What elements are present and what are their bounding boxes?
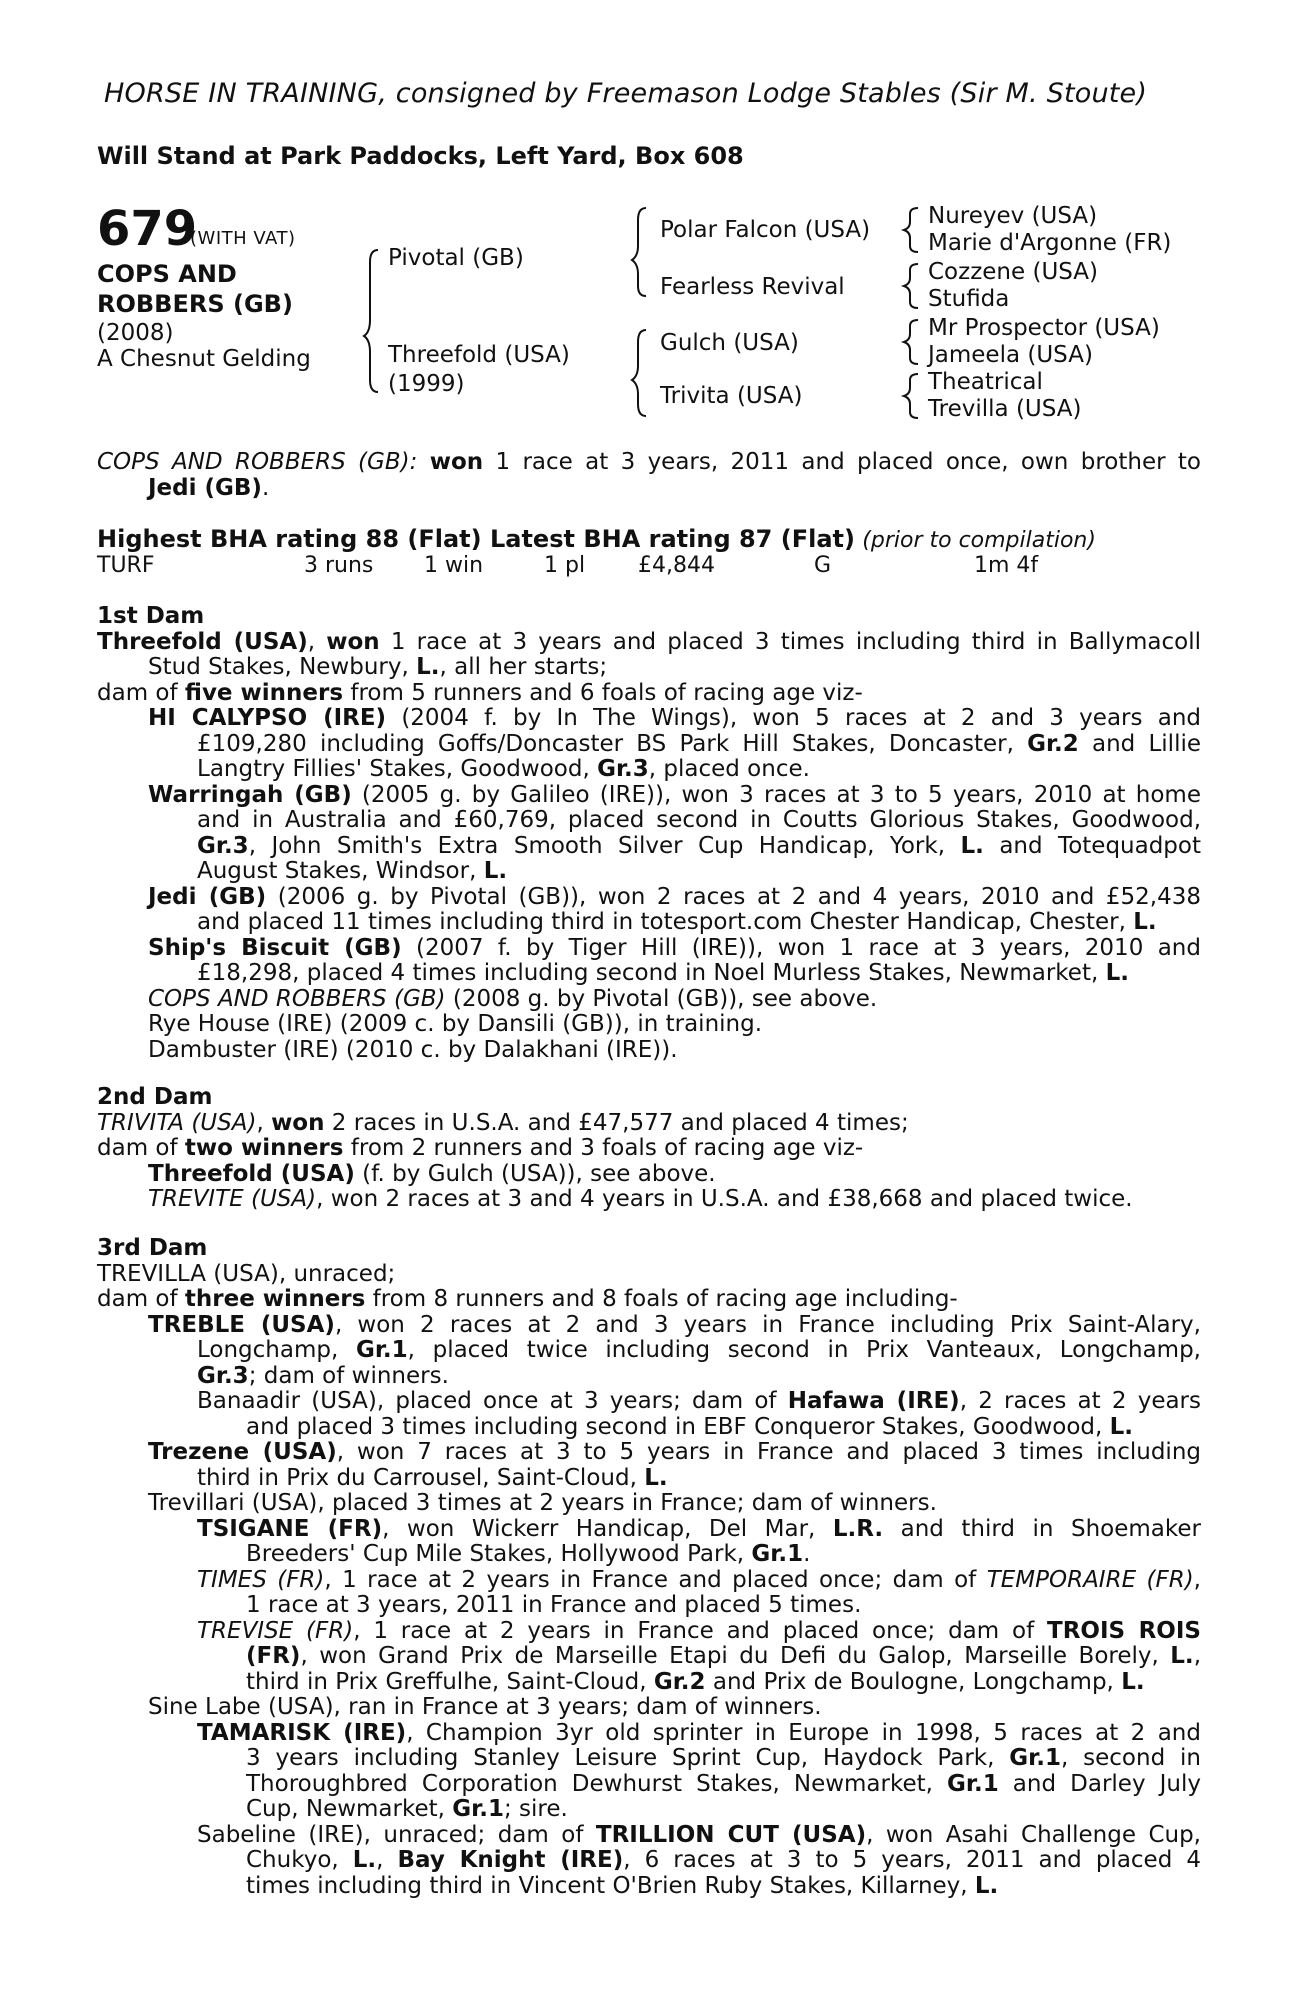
summary-won: won [429,449,484,475]
produce-entry: Trevillari (USA), placed 3 times at 2 years in France; dam of winners. [148,1490,937,1516]
horse-name-line2: ROBBERS (GB) [97,290,293,318]
first-dam-name: Threefold (USA) [97,628,308,655]
record-wins: 1 win [424,553,484,578]
winners-count: two winners [184,1135,344,1161]
record-earnings: £4,844 [638,553,715,578]
sire-sire: Polar Falcon (USA) [660,217,871,243]
produce-text: and in Australia and £60,769, placed second in Coutts Glorious Stakes, Goodwood, [197,807,1201,833]
produce-name: TAMARISK (IRE) [197,1719,407,1746]
group-mark: Gr.3 [197,1362,249,1389]
produce-text: (2006 g. by Pivotal (GB)), won 2 races at 2 and 4 years, 2010 and £52,438 [266,883,1201,910]
group-mark: Gr.1 [452,1796,504,1822]
produce-text: £18,298, placed 4 times including second in Noel Murless Stakes, Newmarket, [197,960,1106,986]
produce-intro: dam of [97,1286,185,1312]
produce-text: Thoroughbred Corporation Dewhurst Stakes, Newmarket, [246,1770,948,1797]
produce-text: and Prix de Boulogne, Longchamp, [705,1668,1122,1695]
produce-text: 1 race at 3 years, 2011 in France and placed 5 times. [246,1592,862,1618]
listed-mark: L. [974,1872,999,1899]
won-label: won [271,1109,325,1136]
produce-name: TRILLION CUT (USA) [595,1821,867,1848]
produce-name: TREBLE (USA) [148,1311,335,1338]
third-dam-name: TREVILLA (USA), unraced; [97,1260,396,1287]
produce-name: TEMPORAIRE (FR) [986,1566,1194,1593]
grandsire-4: Theatrical [928,369,1043,395]
summary-text: 1 race at 3 years, 2011 and placed once, own brother to [483,449,1201,475]
produce-text: , [1193,1566,1201,1593]
page-title: HORSE IN TRAINING, consigned by Freemason Lodge Stables (Sir M. Stoute) [104,78,1148,109]
produce-text: Sabeline (IRE), unraced; dam of [197,1821,596,1848]
summary-colon: : [409,449,418,475]
stand-location: Will Stand at Park Paddocks, Left Yard, Box 608 [97,142,744,170]
produce-text: and Darley July [998,1770,1201,1797]
produce-intro: dam of [97,679,185,706]
grandsire-1: Nureyev (USA) [928,203,1098,229]
produce-intro: dam of [97,1135,185,1161]
produce-text: , won Wickerr Handicap, Del Mar, [382,1515,833,1542]
summary-name: COPS AND ROBBERS (GB) [97,449,410,475]
first-dam-record: 1 race at 3 years and placed 3 times including third in Ballymacoll [379,628,1201,655]
vat-note: (WITH VAT) [190,228,296,249]
produce-text: , 2 races at 2 years [959,1388,1201,1414]
produce-text: (2007 f. by Tiger Hill (IRE)), won 1 race at 3 years, 2010 and [401,934,1201,961]
produce-name: TROIS ROIS [1047,1617,1201,1644]
listed-mark: L. [416,654,440,680]
produce-name: Bay Knight (IRE) [397,1847,624,1873]
produce-text: , 1 race at 2 years in France and placed once; dam of [324,1566,987,1593]
produce-text: third in Prix Greffulhe, Saint-Cloud, [246,1668,654,1695]
third-dam-heading: 3rd Dam [97,1235,208,1261]
produce-name: (FR) [246,1643,301,1669]
produce-text: , won Grand Prix de Marseille Etapi du Defi du Galop, Marseille Borely, [300,1643,1171,1669]
listed-mark: L. [483,858,508,884]
record-going: G [814,553,832,578]
dam-dam: Trivita (USA) [660,383,803,409]
granddam-1: Marie d'Argonne (FR) [928,230,1172,256]
produce-name: TREVITE (USA) [148,1186,317,1212]
produce-text: 3 years including Stanley Leisure Sprint Cup, Haydock Park, [246,1745,1010,1771]
produce-text: and Totequadpot [983,832,1201,859]
second-dam-section: 2nd Dam TRIVITA (USA), won 2 races in U.S.A. and £47,577 and placed 4 times; dam of two winners from 2 runners and 3 foals of racing age viz- Threefold (USA) (f. by Gulch (USA)), see above. TREVITE (USA), won 2 races at 3 and 4 years in U.S.A. and £38,668 and placed twice. [97,1085,1201,1213]
grandsire-2: Cozzene (USA) [928,259,1099,285]
listed-mark: L.R. [832,1515,884,1542]
dam-year: (1999) [388,371,465,397]
produce-name: TREVISE (FR) [197,1617,354,1644]
second-dam-heading: 2nd Dam [97,1084,213,1110]
granddam-4: Trevilla (USA) [928,396,1082,422]
produce-text: and placed 11 times including third in totesport.com Chester Handicap, Chester, [197,909,1134,935]
listed-mark: L. [1105,960,1130,986]
dam-sire: Gulch (USA) [660,330,799,356]
group-mark: Gr.1 [355,1337,408,1363]
produce-text: ; dam of winners. [248,1362,449,1389]
group-mark: Gr.3 [597,756,649,782]
won-label: won [326,628,380,655]
summary-brother: Jedi (GB) [148,474,262,501]
group-mark: Gr.1 [1009,1745,1061,1771]
produce-text: (f. by Gulch (USA)), see above. [354,1160,716,1187]
second-dam-name: TRIVITA (USA) [97,1109,257,1136]
granddam-2: Stufida [928,286,1010,312]
produce-name: COPS AND ROBBERS (GB) [148,985,446,1012]
lot-number: 679 [97,201,198,257]
produce-text: , won 7 races at 3 to 5 years in France and placed 3 times including [336,1439,1202,1465]
produce-entry: Rye House (IRE) (2009 c. by Dansili (GB)), in training. [148,1011,763,1037]
group-mark: Gr.1 [751,1541,804,1567]
produce-text: £109,280 including Goffs/Doncaster BS Park Hill Stakes, Doncaster, [197,730,1028,757]
horse-name-line1: COPS AND [97,260,237,288]
produce-text: , 1 race at 2 years in France and placed once; dam of [353,1617,1047,1644]
produce-text: (2004 f. by In The Wings), won 5 races at 2 and 3 years and [386,705,1201,731]
listed-mark: L. [1121,1668,1145,1695]
produce-text: , placed once. [648,756,810,782]
rating-line [97,527,1201,554]
produce-text: , second in [1060,1745,1201,1771]
produce-text: Banaadir (USA), placed once at 3 years; dam of [197,1388,788,1414]
rating-note: (prior to compilation) [862,528,1096,553]
pedigree-braces [0,0,1314,440]
produce-summary: from 8 runners and 8 foals of racing age including- [365,1286,958,1312]
produce-name: Trezene (USA) [148,1439,337,1465]
produce-text: , won Asahi Challenge Cup, [866,1821,1201,1848]
listed-mark: L. [1133,909,1157,935]
produce-name: Ship's Biscuit (GB) [148,934,402,961]
third-dam-section [97,1236,1201,1899]
produce-text: , 6 races at 3 to 5 years, 2011 and placed 4 [623,1847,1201,1873]
first-dam-record-end: , all her starts; [439,654,608,680]
record-runs: 3 runs [304,553,374,578]
listed-mark: L. [960,832,984,859]
first-dam-heading: 1st Dam [97,603,205,629]
listed-mark: L. [352,1847,377,1873]
produce-text: , [376,1847,398,1873]
produce-text: Breeders' Cup Mile Stakes, Hollywood Park, [246,1541,752,1567]
produce-text: (2008 g. by Pivotal (GB)), see above. [445,985,878,1012]
produce-name: TSIGANE (FR) [197,1515,383,1542]
produce-name: Jedi (GB) [148,883,267,910]
produce-text: August Stakes, Windsor, [197,858,484,884]
summary-end: . [261,474,270,501]
produce-name: Threefold (USA) [148,1160,355,1187]
second-dam-record: 2 races in U.S.A. and £47,577 and placed 4 times; [324,1109,909,1136]
produce-text: and placed 3 times including second in EBF Conqueror Stakes, Goodwood, [246,1413,1110,1440]
group-mark: Gr.1 [947,1770,999,1797]
produce-text: Langtry Fillies' Stakes, Goodwood, [197,756,598,782]
produce-name: TIMES (FR) [197,1566,325,1593]
produce-text: Longchamp, [197,1337,356,1363]
produce-text: and third in Shoemaker [883,1515,1201,1542]
winners-count: five winners [184,679,344,706]
record-distance: 1m 4f [974,553,1039,578]
produce-text: . [803,1541,811,1567]
horse-description: A Chesnut Gelding [97,346,311,372]
produce-summary: from 2 runners and 3 foals of racing age viz- [343,1135,864,1161]
produce-text: ; sire. [503,1796,568,1822]
listed-mark: L. [1170,1643,1194,1669]
foaling-year: (2008) [97,320,174,346]
sire: Pivotal (GB) [388,245,524,271]
winners-count: three winners [184,1286,366,1312]
rating-headline: Highest BHA rating 88 (Flat) Latest BHA rating 87 (Flat) [97,525,855,553]
listed-mark: L. [1109,1413,1134,1440]
produce-text: times including third in Vincent O'Brien Ruby Stakes, Killarney, [246,1872,975,1899]
produce-text: , placed twice including second in Prix Vanteaux, Longchamp, [407,1337,1201,1363]
produce-text: third in Prix du Carrousel, Saint-Cloud, [197,1464,645,1491]
granddam-3: Jameela (USA) [928,342,1093,368]
record-placed: 1 pl [544,553,586,578]
produce-text: (2005 g. by Galileo (IRE)), won 3 races at 3 to 5 years, 2010 at home [351,781,1201,808]
produce-name: Hafawa (IRE) [787,1388,960,1414]
group-mark: Gr.2 [653,1668,706,1695]
produce-text: , won 2 races at 2 and 3 years in France including Prix Saint-Alary, [334,1311,1201,1338]
produce-name: Warringah (GB) [148,781,352,808]
first-dam-record-cont: Stud Stakes, Newbury, [148,654,417,680]
produce-text: , Champion 3yr old sprinter in Europe in 1998, 5 races at 2 and [406,1719,1201,1746]
grandsire-3: Mr Prospector (USA) [928,315,1160,341]
produce-text: Chukyo, [246,1847,353,1873]
lot-summary [97,450,1201,501]
produce-name: HI CALYPSO (IRE) [148,705,387,731]
produce-text: and Lillie [1078,730,1201,757]
produce-text: Cup, Newmarket, [246,1796,453,1822]
dam: Threefold (USA) [388,342,570,368]
group-mark: Gr.3 [197,832,249,859]
listed-mark: L. [644,1464,668,1491]
produce-entry: Sine Labe (USA), ran in France at 3 years; dam of winners. [148,1694,822,1720]
sire-dam: Fearless Revival [660,274,845,300]
record-surface: TURF [97,553,155,578]
produce-text: , John Smith's Extra Smooth Silver Cup Handicap, York, [248,832,961,859]
produce-text: , [1193,1643,1201,1669]
produce-text: , won 2 races at 3 and 4 years in U.S.A. and £38,668 and placed twice. [316,1186,1133,1212]
first-dam-section: 1st Dam Threefold (USA), won 1 race at 3 years and placed 3 times including third in Ballymacoll Stud Stakes, Newbury, L., all her starts; dam of five winners from 5 runners and 6 foals of racing age viz- HI CALYPSO (IRE) (2004 f. by In The Wings), won 5 races at 2 and 3 years and £109,280 including Goffs/Doncaster BS Park Hill Stakes, Doncaster, Gr.2 and Lillie Langtry Fillies' Stakes, Goodwood, Gr.3, placed once. Warringah (GB) (2005 g. by Galileo (IRE)), won 3 races at 3 to 5 years, 2010 at home and in Australia and £60,769, placed second in Coutts Glorious Stakes, Goodwood, Gr.3, John Smith's Extra Smooth Silver Cup Handicap, York, L. and Totequadpot August Stakes, Windsor, L. Jedi (GB) (2006 g. by Pivotal (GB)), won 2 races at 2 and 4 years, 2010 and £52,438 and placed 11 times including third in totesport.com Chester Handicap, Chester, L. Ship's Biscuit (GB) (2007 f. by Tiger Hill (IRE)), won 1 race at 3 years, 2010 and £18,298, placed 4 times including second in Noel Murless Stakes, Newmarket, L. COPS AND ROBBERS (GB) (2008 g. by Pivotal (GB)), see above. Rye House (IRE) (2009 c. by Dansili (GB)), in training. Dambuster (IRE) (2010 c. by Dalakhani (IRE)). [97,603,1201,1063]
produce-entry: Dambuster (IRE) (2010 c. by Dalakhani (IRE)). [148,1036,678,1063]
produce-summary: from 5 runners and 6 foals of racing age viz- [343,679,863,706]
group-mark: Gr.2 [1027,730,1079,757]
